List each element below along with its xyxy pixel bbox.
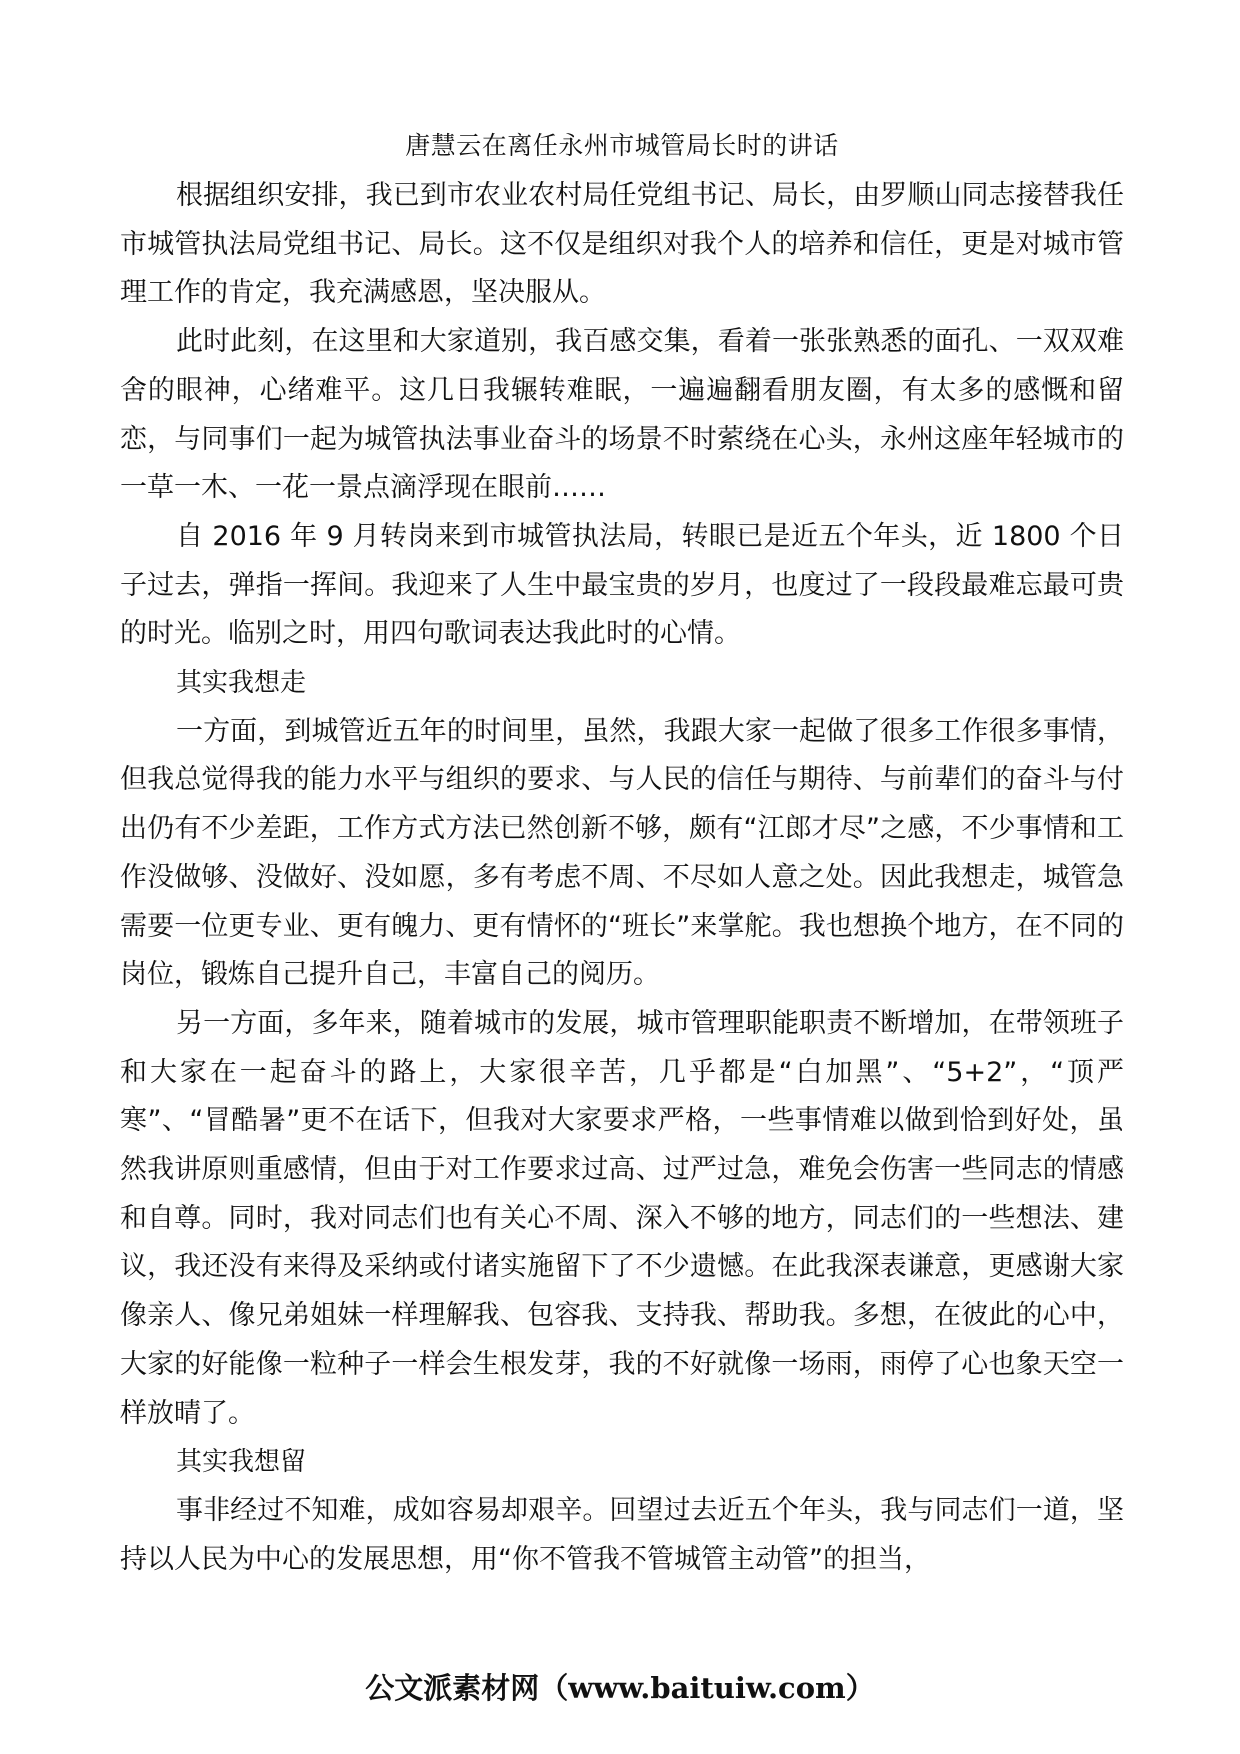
subheading-want-to-leave: 其实我想走 — [176, 668, 307, 699]
paragraph-looking-back: 事非经过不知难，成如容易却艰辛。回望过去近五个年头，我与同志们一道，坚持以人民为中心的发展思想，用“你不管我不管城管主动管”的担当， — [120, 1494, 1124, 1575]
document-page — [120, 120, 1124, 1584]
subheading-want-to-stay: 其实我想留 — [176, 1447, 307, 1478]
footer-watermark: 公文派素材网（www.baituiw.com） — [365, 1671, 875, 1705]
paragraph-farewell: 此时此刻，在这里和大家道别，我百感交集，看着一张张熟悉的面孔、一双双难舍的眼神，心绪难平。这几日我辗转难眠，一遍遍翻看朋友圈，有太多的感慨和留恋，与同事们一起为城管执法事业奋斗的场景不时萦绕在心头，永州这座年轻城市的一草一木、一花一景点滴浮现在眼前…… — [120, 326, 1124, 504]
paragraph-appointment: 根据组织安排，我已到市农业农村局任党组书记、局长，由罗顺山同志接替我任市城管执法局党组书记、局长。这不仅是组织对我个人的培养和信任，更是对城市管理工作的肯定，我充满感恩，坚决服从。 — [120, 180, 1124, 309]
paragraph-other-hand: 另一方面，多年来，随着城市的发展，城市管理职能职责不断增加，在带领班子和大家在一起奋斗的路上，大家很辛苦，几乎都是“白加黑”、“5+2”，“顶严寒”、“冒酷暑”更不在话下，但我对大家要求严格，一些事情难以做到恰到好处，虽然我讲原则重感情，但由于对工作要求过高、过严过急，难免会伤害一些同志的情感和自尊。同时，我对同志们也有关心不周、深入不够的地方，同志们的一些想法、建议，我还没有来得及采纳或付诸实施留下了不少遗憾。在此我深表谦意，更感谢大家像亲人、像兄弟姐妹一样理解我、包容我、支持我、帮助我。多想，在彼此的心中，大家的好能像一粒种子一样会生根发芽，我的不好就像一场雨，雨停了心也象天空一样放晴了。 — [120, 1007, 1124, 1429]
paragraph-one-hand: 一方面，到城管近五年的时间里，虽然，我跟大家一起做了很多工作很多事情，但我总觉得我的能力水平与组织的要求、与人民的信任与期待、与前辈们的奋斗与付出仍有不少差距，工作方式方法已然创新不够，颇有“江郎才尽”之感，不少事情和工作没做够、没做好、没如愿，多有考虑不周、不尽如人意之处。因此我想走，城管急需要一位更专业、更有魄力、更有情怀的“班长”来掌舵。我也想换个地方，在不同的岗位，锻炼自己提升自己，丰富自己的阅历。 — [120, 715, 1124, 991]
document-title: 唐慧云在离任永州市城管局长时的讲话 — [405, 131, 839, 160]
paragraph-tenure: 自 2016 年 9 月转岗来到市城管执法局，转眼已是近五个年头，近 1800 个日子过去，弹指一挥间。我迎来了人生中最宝贵的岁月，也度过了一段段最难忘最可贵的时光。临别之时，用四句歌词表达我此时的心情。 — [120, 520, 1124, 650]
